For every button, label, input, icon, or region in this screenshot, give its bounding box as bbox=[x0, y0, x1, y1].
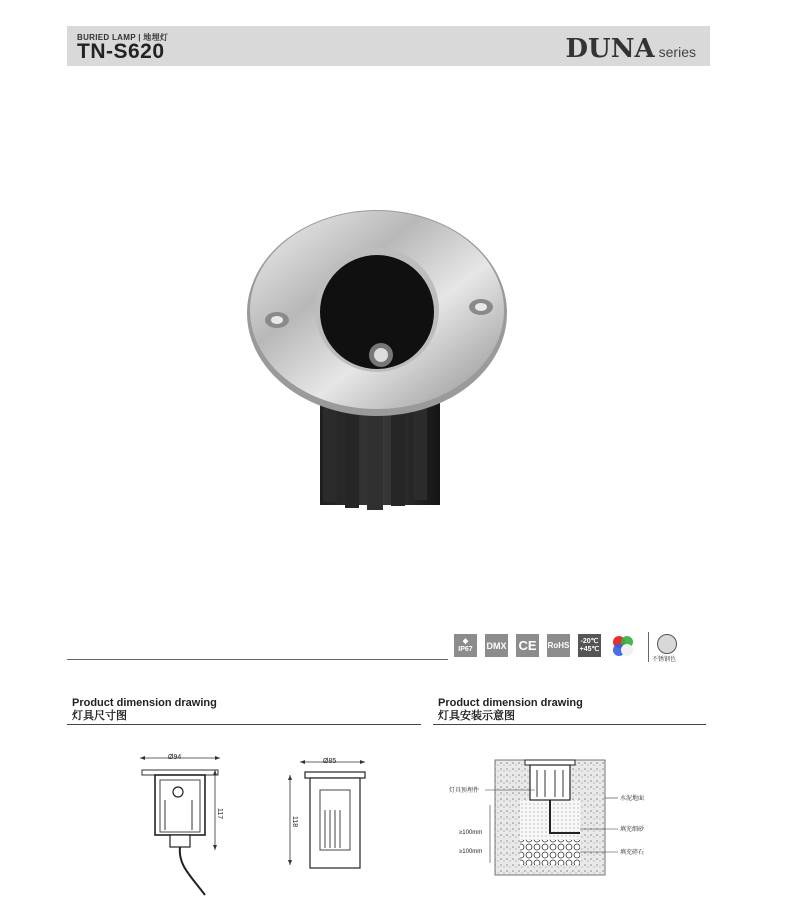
dimension-drawing-front bbox=[130, 750, 245, 905]
embedded-part-label: 灯具预埋件 bbox=[449, 788, 480, 794]
buried-lamp-illustration bbox=[245, 210, 515, 520]
finish-color-swatch bbox=[657, 634, 677, 654]
depth-1-label: ≥100mm bbox=[459, 830, 483, 836]
ce-icon bbox=[516, 634, 539, 657]
dmx-icon bbox=[485, 634, 508, 657]
top-diameter-label: Ø94 bbox=[168, 754, 182, 761]
fine-sand-label: 填充细砂 bbox=[620, 827, 645, 833]
installation-diagram bbox=[445, 755, 685, 885]
header-bar bbox=[67, 26, 710, 66]
right-section-rule bbox=[433, 724, 706, 725]
depth-2-label: ≥100mm bbox=[459, 849, 483, 855]
gravel-label: 填充碎石 bbox=[620, 850, 645, 856]
left-section-title bbox=[72, 697, 217, 723]
ip-rating-label: IP67 bbox=[458, 645, 473, 653]
rgb-color-icon bbox=[611, 634, 635, 663]
section-divider bbox=[67, 659, 448, 660]
height-1-label: 117 bbox=[216, 808, 223, 820]
right-section-title bbox=[438, 697, 583, 723]
cement-ground-label: 水泥地面 bbox=[620, 796, 645, 802]
inner-diameter-label: Ø85 bbox=[323, 758, 337, 765]
product-category: BURIED LAMP | 地埋灯 bbox=[77, 33, 169, 42]
temp-low-label: -20℃ bbox=[580, 637, 599, 645]
right-title-cn: 灯具安装示意图 bbox=[438, 710, 515, 722]
product-image bbox=[245, 210, 515, 525]
left-title-en: Product dimension drawing bbox=[72, 697, 217, 709]
left-title-cn: 灯具尺寸图 bbox=[72, 710, 127, 722]
series-name: DUNA bbox=[565, 34, 655, 64]
finish-color-label: 不锈钢色 bbox=[652, 657, 677, 663]
right-title-en: Product dimension drawing bbox=[438, 697, 583, 709]
ip67-icon: ◆ IP67 bbox=[454, 634, 477, 657]
series-title bbox=[565, 34, 696, 64]
rohs-icon bbox=[547, 634, 570, 657]
model-number: TN-S620 bbox=[77, 40, 165, 63]
rohs-label: RoHS bbox=[547, 640, 570, 650]
temperature-icon bbox=[578, 634, 601, 657]
dmx-label: DMX bbox=[486, 640, 507, 651]
ce-label: CE bbox=[518, 637, 537, 653]
icon-separator bbox=[648, 632, 649, 662]
series-word: series bbox=[658, 44, 696, 60]
dimension-drawing-section bbox=[285, 750, 380, 880]
left-section-rule bbox=[67, 724, 421, 725]
temp-high-label: +45℃ bbox=[579, 645, 600, 653]
height-2-label: 118 bbox=[291, 816, 298, 828]
